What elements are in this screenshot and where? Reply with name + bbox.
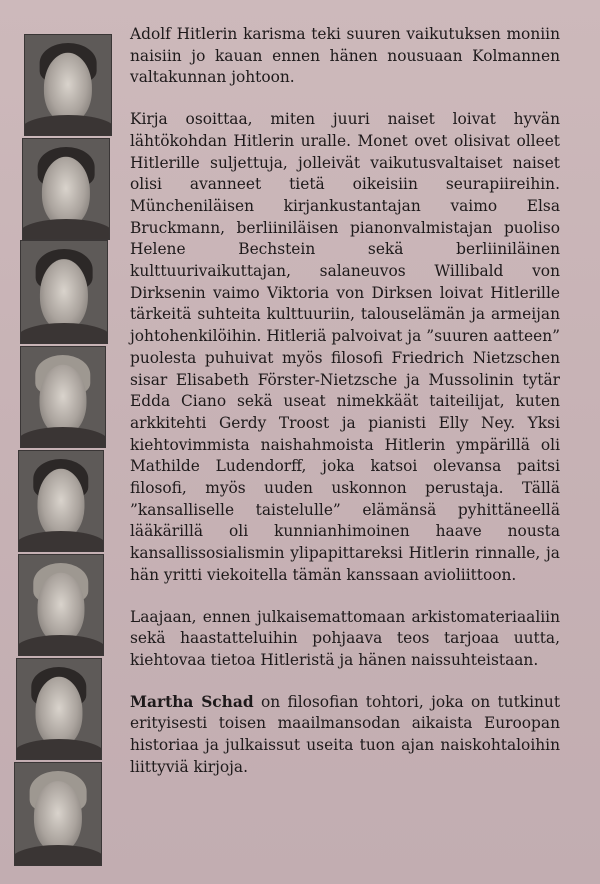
- portrait-photo: [14, 762, 102, 866]
- portrait-photo: [24, 34, 112, 136]
- archive-paragraph: Laajaan, ennen julkaisemattomaan arkistomateriaaliin sekä haastatteluihin pohjaava teos tarjoaa uutta, kiehtovaa tietoa Hitleristä ja hänen naissuhteistaan.: [130, 607, 560, 669]
- author-name: Martha Schad: [130, 692, 254, 711]
- portrait-photo: [16, 658, 102, 760]
- back-cover-text: [130, 24, 560, 799]
- portrait-photo: [20, 240, 108, 344]
- author-paragraph: [130, 692, 560, 779]
- main-paragraph: Kirja osoittaa, miten juuri naiset loivat hyvän lähtökohdan Hitlerin uralle. Monet ovet olisivat olleet Hitlerille suljettuja, jolleivät vaikutusvaltaiset naiset olisi avanneet tietä oikeisiin seurapiireihin. Müncheniläisen kirjankustantajan vaimo Elsa Bruckmann, berliiniläisen pianonvalmistajan puoliso Helene Bechstein sekä berliiniläinen kulttuurivaikuttajan, salaneuvos Willibald von Dirksenin vaimo Viktoria von Dirksen loivat Hitlerille tärkeitä suhteita kulttuuriin, talouselämän ja armeijan johtohenkilöihin. Hitleriä palvoivat ja ”suuren aatteen” puolesta puhuivat myös filosofi Friedrich Nietzschen sisar Elisabeth Förster-Nietzsche ja Mussolinin tytär Edda Ciano sekä useat nimekkäät taiteilijat, kuten arkkitehti Gerdy Troost ja pianisti Elly Ney. Yksi kiehtovimmista naishahmoista Hitlerin ympärillä oli Mathilde Ludendorff, joka katsoi olevansa paitsi filosofi, myös uuden uskonnon perustaja. Tällä ”kansalliselle taistelulle” elämänsä pyhittäneellä lääkärillä oli kunnianhimoinen haave nousta kansallissosialismin ylipapittareksi Hitlerin rinnalle, ja hän yritti viekoitella tämän kanssaan avioliittoon.: [130, 110, 560, 584]
- portrait-photo: [18, 450, 104, 552]
- portrait-photo: [18, 554, 104, 656]
- portrait-photo: [20, 346, 106, 448]
- portrait-photo: [22, 138, 110, 240]
- intro-paragraph: Adolf Hitlerin karisma teki suuren vaikutuksen moniin naisiin jo kauan ennen hänen nousuaan Kolmannen valtakunnan johtoon.: [130, 25, 560, 87]
- author-bio: on filosofian tohtori, joka on tutkinut erityisesti toisen maailmansodan aikaista Euroopan historiaa ja julkaissut useita tuon ajan naiskohtaloihin liittyviä kirjoja.: [130, 692, 561, 776]
- portrait-column: [0, 0, 120, 884]
